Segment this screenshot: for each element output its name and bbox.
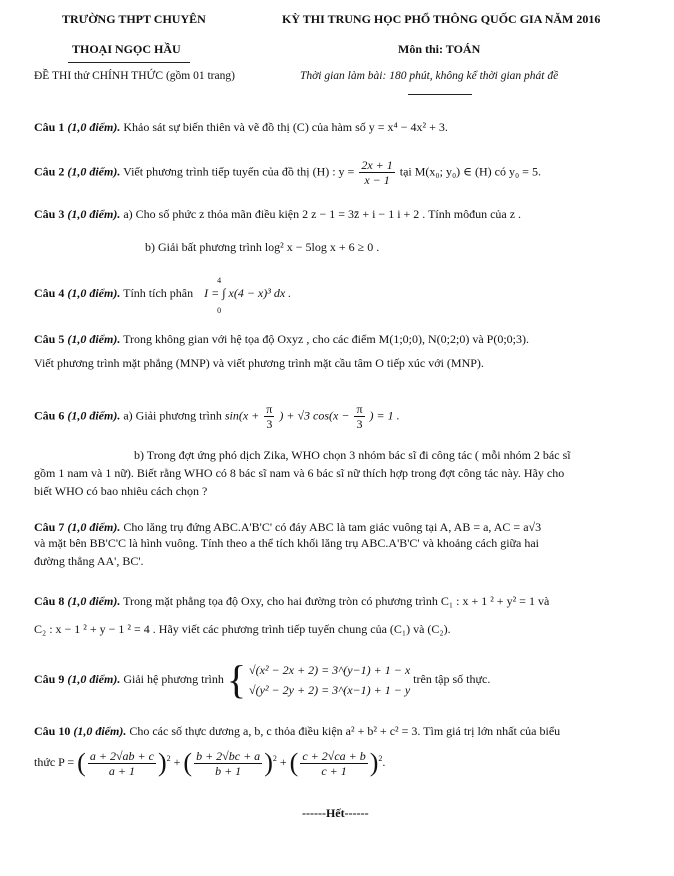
q7-label: Câu 7 bbox=[34, 520, 65, 534]
q4-integral-lower: 0 bbox=[217, 306, 222, 315]
exam-title: KỲ THI TRUNG HỌC PHỔ THÔNG QUỐC GIA NĂM 2016 bbox=[282, 12, 601, 26]
question-4 bbox=[34, 276, 644, 315]
q10-line1: Cho các số thực dương a, b, c thỏa điều kiện a² + b² + c² = 3. Tìm giá trị lớn nhất của biểu bbox=[129, 724, 561, 738]
q5-text-a: Trong không gian với hệ tọa độ Oxyz , cho các điểm M(1;0;0), N(0;2;0) và P(0;0;3). bbox=[123, 332, 529, 346]
q6-text-b3: biết WHO có bao nhiêu cách chọn ? bbox=[34, 484, 208, 498]
q6-frac-2-den: 3 bbox=[356, 417, 363, 431]
q5-label: Câu 5 bbox=[34, 332, 65, 346]
q3-text-b: b) Giải bất phương trình log² x − 5log x + 6 ≥ 0 . bbox=[145, 240, 380, 254]
q10-points: (1,0 điểm). bbox=[73, 724, 127, 738]
q6-eq-a: sin(x + bbox=[224, 408, 260, 423]
q2-fraction-den: x − 1 bbox=[364, 173, 390, 187]
q10-tail: . bbox=[382, 754, 386, 769]
q8-line1: Trong mặt phẳng tọa độ Oxy, cho hai đường tròn có phương trình C₁ : x + 1 ² + y² = 1 và bbox=[123, 594, 550, 608]
q6-text-b1: b) Trong đợt ứng phó dịch Zika, WHO chọn 3 nhóm bác sĩ đi công tác ( mỗi nhóm 2 bác sĩ bbox=[134, 448, 571, 462]
q5-points: (1,0 điểm). bbox=[67, 332, 121, 346]
q10-frac-1-den: a + 1 bbox=[108, 763, 135, 778]
q6-eq-c: ) = 1 . bbox=[369, 408, 400, 423]
q6-frac-2 bbox=[354, 402, 364, 431]
q7-line3: đường thẳng AA', BC'. bbox=[34, 554, 144, 568]
q2-fraction bbox=[359, 158, 394, 187]
q6-frac-1-den: 3 bbox=[266, 417, 273, 431]
q2-label: Câu 2 bbox=[34, 164, 65, 179]
question-8 bbox=[34, 592, 644, 610]
q4-label: Câu 4 bbox=[34, 286, 65, 300]
school-underline bbox=[68, 62, 190, 63]
q2-points: (1,0 điểm). bbox=[67, 164, 121, 179]
q1-label: Câu 1 bbox=[34, 120, 65, 134]
q10-frac-3-den: c + 1 bbox=[321, 763, 347, 778]
question-10 bbox=[34, 722, 644, 740]
q10-frac-1 bbox=[88, 749, 156, 778]
q4-integral-expr: I = ∫ x(4 − x)³ dx . bbox=[204, 286, 292, 300]
q6-frac-2-num: π bbox=[356, 402, 363, 416]
q1-points: (1,0 điểm). bbox=[67, 120, 121, 134]
q9-eq2: √(y² − 2y + 2) = 3^(x−1) + 1 − y bbox=[249, 683, 411, 697]
q8-label: Câu 8 bbox=[34, 594, 65, 608]
q10-label: Câu 10 bbox=[34, 724, 71, 738]
q9-system bbox=[249, 660, 410, 700]
q7-line2: và mặt bên BB'C'C là hình vuông. Tính theo a thể tích khối lăng trụ ABC.A'B'C' và khoảng cách giữa hai bbox=[34, 536, 540, 550]
question-2 bbox=[34, 158, 644, 187]
q7-line1: Cho lăng trụ đứng ABC.A'B'C' có đáy ABC là tam giác vuông tại A, AB = a, AC = a√3 bbox=[123, 520, 542, 534]
question-5 bbox=[34, 330, 644, 348]
q9-text: Giải hệ phương trình bbox=[123, 671, 224, 686]
q9-label: Câu 9 bbox=[34, 671, 65, 686]
q1-text: Khảo sát sự biến thiên và vẽ đồ thị (C) của hàm số y = x⁴ − 4x² + 3. bbox=[123, 120, 448, 134]
question-9 bbox=[34, 657, 644, 702]
question-3 bbox=[34, 205, 644, 223]
q4-integral bbox=[204, 276, 292, 315]
subject-line: Môn thi: TOÁN bbox=[398, 42, 481, 56]
q4-points: (1,0 điểm). bbox=[67, 286, 121, 300]
q10-prefix: thức P = bbox=[34, 754, 75, 769]
q8-line2: C₂ : x − 1 ² + y − 1 ² = 4 . Hãy viết các phương trình tiếp tuyến chung của (C₁) và (C₂). bbox=[34, 622, 451, 636]
q6-text-a: a) Giải phương trình bbox=[123, 408, 222, 423]
time-note: Thời gian làm bài: 180 phút, không kể thời gian phát đề bbox=[300, 70, 559, 82]
q2-text-b: tại M(x₀; y₀) ∈ (H) có y₀ = 5. bbox=[399, 164, 541, 179]
question-1 bbox=[34, 118, 644, 136]
q6-frac-1-num: π bbox=[266, 402, 273, 416]
question-6 bbox=[34, 402, 644, 431]
question-7 bbox=[34, 518, 644, 536]
q7-points: (1,0 điểm). bbox=[67, 520, 121, 534]
time-underline bbox=[408, 94, 472, 95]
q10-expression: thức P = ( $\frac{a + 2√ab + c}{a + 1}$ )$^2$ + ( $\frac{b + 2√bc + a}{b + 1}$ )$^2$ + ( $\frac{c + 2√ca + b}{c + 1}$ )$^2$. bbox=[34, 748, 386, 778]
q2-text-a: Viết phương trình tiếp tuyến của đồ thị (H) : y = bbox=[123, 164, 355, 179]
q8-points: (1,0 điểm). bbox=[67, 594, 121, 608]
q6-eq-b: ) + √3 cos(x − bbox=[279, 408, 350, 423]
q6-frac-1 bbox=[264, 402, 274, 431]
school-name-line1: TRƯỜNG THPT CHUYÊN bbox=[62, 12, 206, 26]
q10-frac-1-num: a + 2√ab + c bbox=[89, 748, 154, 763]
q3-text-a: a) Cho số phức z thỏa mãn điều kiện 2 z − 1 = 3z̄ + i − 1 i + 2 . Tính môđun của z . bbox=[123, 207, 522, 221]
official-note: ĐỀ THI thử CHÍNH THỨC (gồm 01 trang) bbox=[34, 70, 235, 82]
q2-fraction-num: 2x + 1 bbox=[361, 158, 393, 172]
q10-frac-3 bbox=[300, 749, 367, 778]
q5-text-b: Viết phương trình mặt phẳng (MNP) và viết phương trình mặt cầu tâm O tiếp xúc với (MNP). bbox=[34, 356, 484, 370]
q3-label: Câu 3 bbox=[34, 207, 65, 221]
q10-frac-3-num: c + 2√ca + b bbox=[302, 748, 366, 763]
q9-tail: trên tập số thực. bbox=[413, 671, 491, 686]
q3-points: (1,0 điểm). bbox=[67, 207, 121, 221]
q10-frac-2-den: b + 1 bbox=[215, 763, 242, 778]
q4-text: Tính tích phân bbox=[123, 286, 194, 300]
q9-points: (1,0 điểm). bbox=[67, 671, 121, 686]
q10-frac-2 bbox=[194, 749, 262, 778]
q6-text-b2: gồm 1 nam và 1 nữ). Biết rằng WHO có 8 bác sĩ nam và 6 bác sĩ nữ thích hợp trong đợt công tác này. Hãy cho bbox=[34, 466, 565, 480]
q9-eq1: √(x² − 2x + 2) = 3^(y−1) + 1 − x bbox=[249, 663, 411, 677]
q10-frac-2-num: b + 2√bc + a bbox=[196, 748, 261, 763]
school-name-line2: THOẠI NGỌC HẦU bbox=[72, 42, 181, 56]
q6-label: Câu 6 bbox=[34, 408, 65, 423]
q6-points: (1,0 điểm). bbox=[67, 408, 121, 423]
q9-brace: { bbox=[226, 657, 247, 702]
q4-integral-upper: 4 bbox=[217, 276, 222, 285]
end-marker: ------Hết------ bbox=[302, 806, 369, 820]
